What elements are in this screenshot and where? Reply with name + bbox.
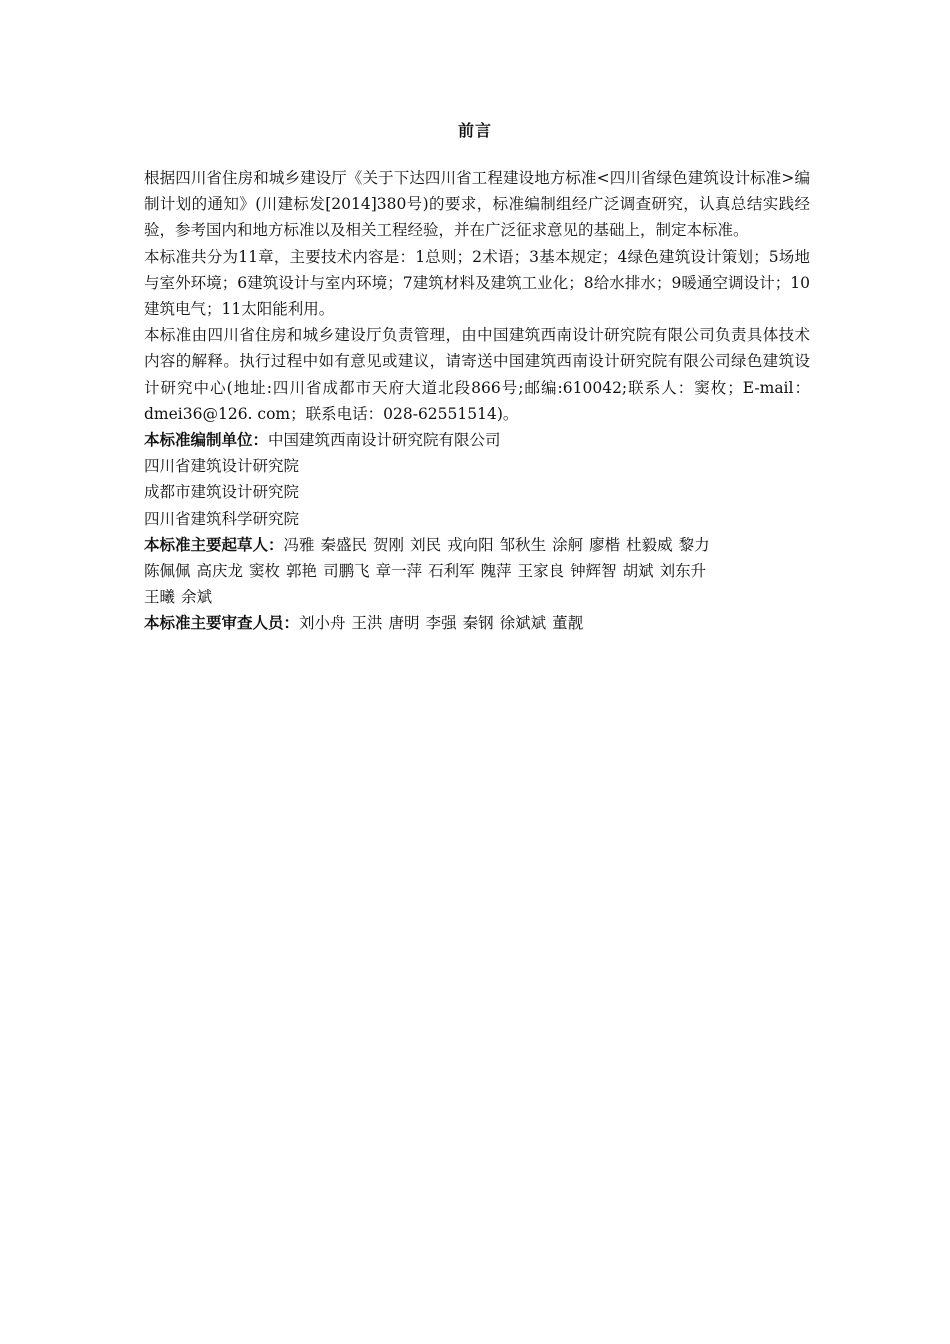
paragraph-contents: 本标准共分为11章，主要技术内容是：1总则；2术语；3基本规定；4绿色建筑设计策划；5场地与室外环境；6建筑设计与室内环境；7建筑材料及建筑工业化；8给水排水；9暖通空调设计；10建筑电气；11太阳能利用。 bbox=[144, 247, 810, 319]
document-body bbox=[144, 165, 810, 637]
reviewer-name: 徐斌斌 bbox=[499, 614, 547, 633]
drafter-name: 邹秋生 bbox=[499, 535, 547, 554]
drafter-name: 刘民 bbox=[410, 535, 442, 554]
reviewer-name: 秦钢 bbox=[462, 614, 494, 633]
editing-unit: 成都市建筑设计研究院 bbox=[144, 483, 300, 502]
reviewers-label: 本标准主要审查人员： bbox=[144, 614, 300, 633]
reviewers-list bbox=[144, 610, 810, 636]
editing-unit-name: 中国建筑西南设计研究院有限公司 bbox=[268, 431, 501, 450]
drafter-name: 高庆龙 bbox=[196, 562, 244, 581]
drafter-name: 戎向阳 bbox=[447, 535, 494, 554]
editing-units-label: 本标准编制单位： bbox=[144, 431, 269, 450]
drafter-name: 王家良 bbox=[517, 562, 565, 581]
editing-unit-lead bbox=[144, 427, 810, 453]
reviewer-name: 李强 bbox=[425, 614, 457, 633]
reviewer-name: 王洪 bbox=[351, 614, 383, 633]
reviewer-name: 唐明 bbox=[388, 614, 420, 633]
drafter-name: 廖楷 bbox=[589, 535, 621, 554]
drafter-name: 郭艳 bbox=[286, 562, 318, 581]
drafter-name: 胡斌 bbox=[622, 562, 654, 581]
drafter-name: 窦枚 bbox=[249, 562, 281, 581]
drafter-name: 隗萍 bbox=[480, 562, 512, 581]
drafter-name: 王曦 bbox=[144, 588, 176, 607]
drafter-name: 余斌 bbox=[181, 588, 213, 607]
editing-unit: 四川省建筑科学研究院 bbox=[144, 509, 300, 528]
drafter-name: 黎力 bbox=[678, 535, 710, 554]
paragraph-basis: 根据四川省住房和城乡建设厅《关于下达四川省工程建设地方标准<四川省绿色建筑设计标准>编制计划的通知》(川建标发[2014]380号)的要求，标准编制组经广泛调查研究，认真总结实践经验，参考国内和地方标准以及相关工程经验，并在广泛征求意见的基础上，制定本标准。 bbox=[144, 169, 810, 240]
drafter-name: 杜毅威 bbox=[626, 535, 673, 554]
drafter-name: 秦盛民 bbox=[320, 535, 368, 554]
drafter-name: 司鹏飞 bbox=[323, 562, 370, 581]
drafter-name: 贺刚 bbox=[373, 535, 405, 554]
drafter-name: 刘东升 bbox=[659, 562, 707, 581]
reviewer-name: 董靓 bbox=[552, 614, 584, 633]
drafters-label: 本标准主要起草人： bbox=[144, 535, 284, 554]
drafters-list bbox=[144, 532, 810, 611]
drafter-name: 钟辉智 bbox=[570, 562, 617, 581]
drafter-name: 章一萍 bbox=[375, 562, 423, 581]
paragraph-management: 本标准由四川省住房和城乡建设厅负责管理，由中国建筑西南设计研究院有限公司负责具体技术内容的解释。执行过程中如有意见或建议，请寄送中国建筑西南设计研究院有限公司绿色建筑设计研究中心(地址:四川省成都市天府大道北段866号;邮编:610042;联系人：窦枚；E-mail：dmei36@126. com；联系电话：028-62551514)。 bbox=[144, 326, 810, 423]
drafter-name: 石利军 bbox=[428, 562, 475, 581]
drafter-name: 陈佩佩 bbox=[144, 562, 191, 581]
drafter-name: 冯雅 bbox=[283, 535, 315, 554]
page-title: 前言 bbox=[457, 121, 492, 140]
reviewer-name: 刘小舟 bbox=[299, 614, 346, 633]
drafter-name: 涂舸 bbox=[552, 535, 584, 554]
editing-unit: 四川省建筑设计研究院 bbox=[144, 457, 300, 476]
